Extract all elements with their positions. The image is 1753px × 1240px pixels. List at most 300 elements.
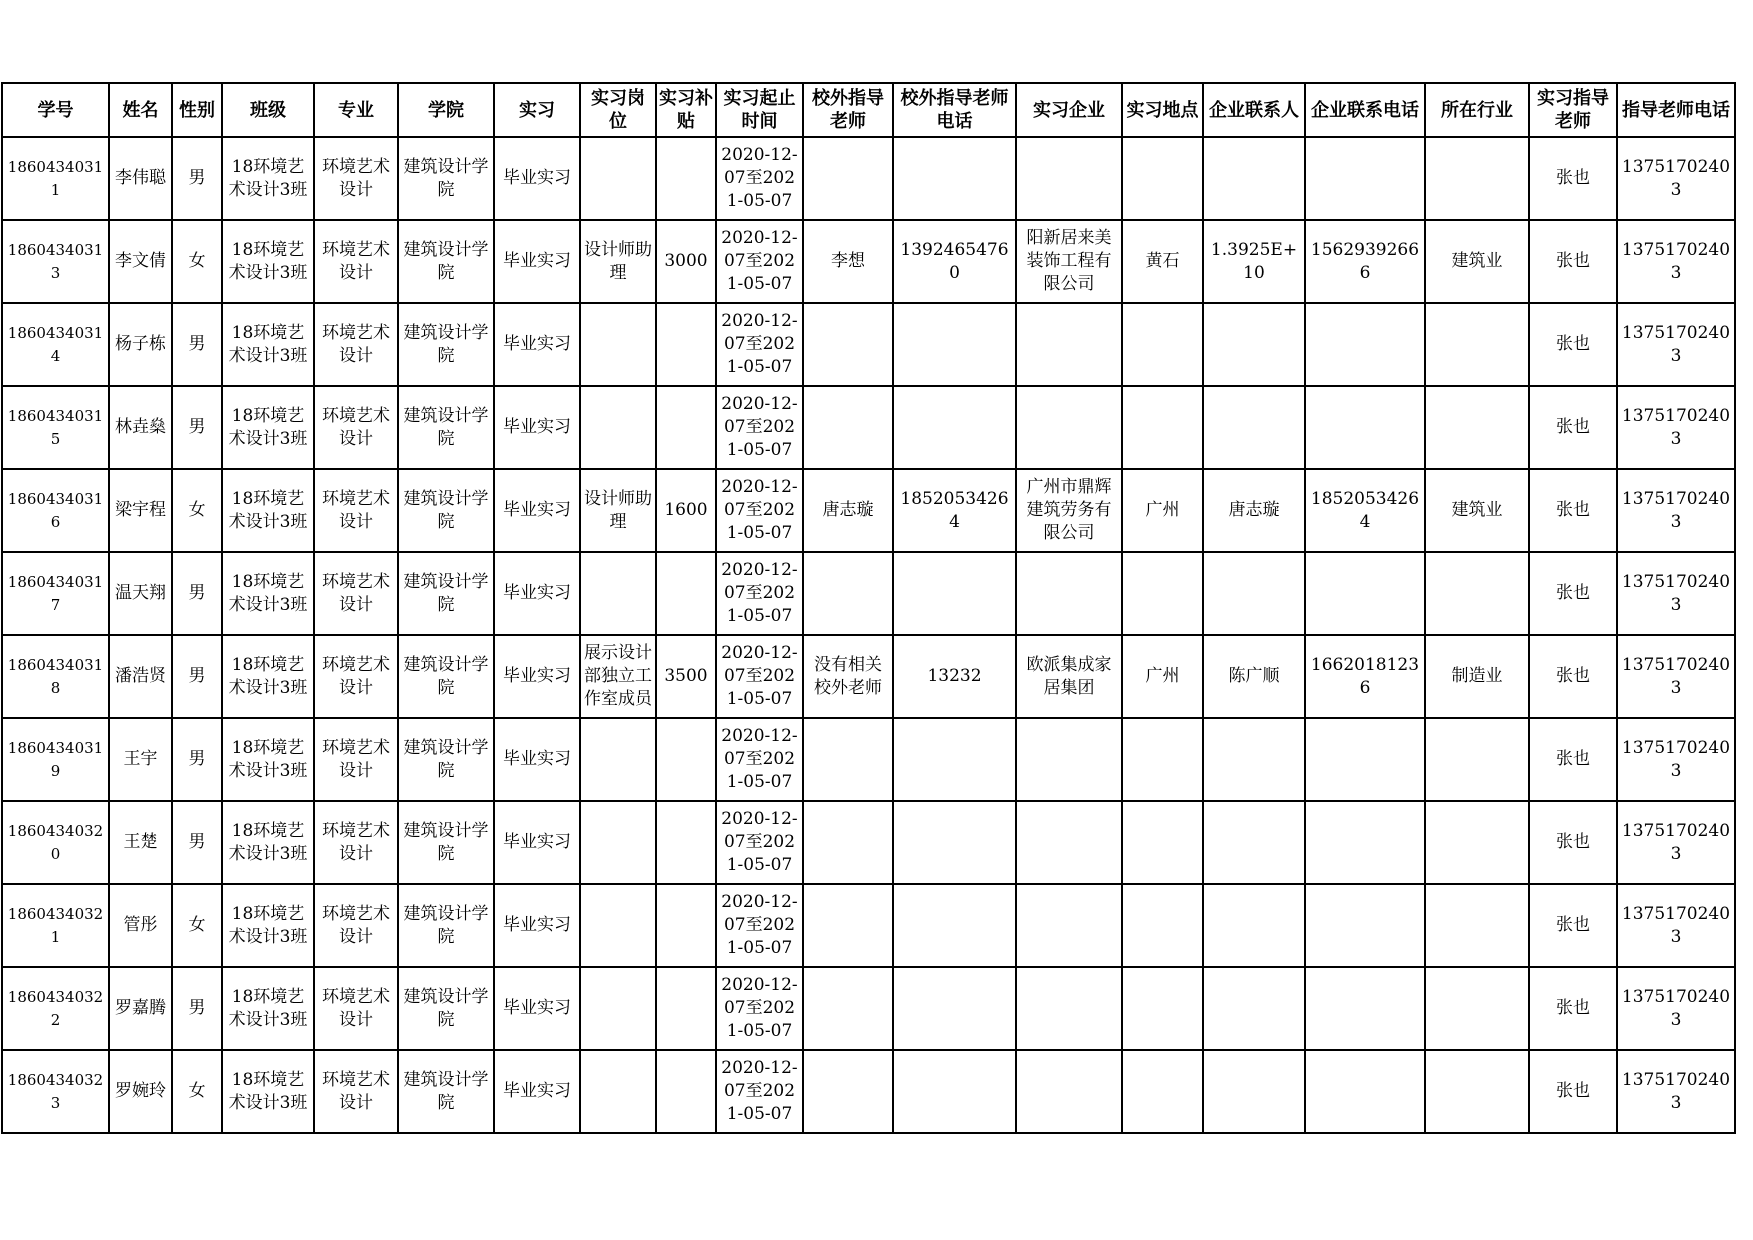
cell-major: 环境艺术设计	[314, 303, 398, 386]
cell-internship-company	[1016, 967, 1122, 1050]
cell-external-mentor	[803, 718, 893, 801]
cell-student-id: 18604340311	[2, 137, 109, 220]
cell-internship-supervisor: 张也	[1529, 635, 1617, 718]
cell-internship-allowance	[656, 801, 716, 884]
cell-text: 2020-12-07至2021-05-07	[721, 643, 798, 709]
cell-internship-period	[716, 469, 803, 552]
cell-clip-box	[719, 1051, 800, 1132]
cell-internship-allowance	[656, 967, 716, 1050]
cell-text: 展示设计部独立工作室成员	[584, 643, 652, 709]
cell-gender: 女	[172, 884, 222, 967]
cell-class: 18环境艺术设计3班	[222, 220, 314, 303]
column-header-college: 学院	[398, 83, 494, 137]
cell-internship-supervisor: 张也	[1529, 801, 1617, 884]
cell-company-contact-phone	[1305, 1050, 1425, 1133]
cell-industry	[1425, 303, 1529, 386]
cell-internship-period	[716, 1050, 803, 1133]
cell-external-mentor-phone	[893, 801, 1016, 884]
cell-industry	[1425, 552, 1529, 635]
cell-internship-position	[580, 801, 656, 884]
cell-internship-supervisor: 张也	[1529, 884, 1617, 967]
column-header-internship-period: 实习起止时间	[716, 83, 803, 137]
cell-internship-location	[1122, 386, 1203, 469]
cell-supervisor-phone: 13751702403	[1617, 469, 1735, 552]
cell-internship-period	[716, 386, 803, 469]
cell-gender: 男	[172, 967, 222, 1050]
cell-external-mentor-phone	[893, 552, 1016, 635]
column-header-internship-location: 实习地点	[1122, 83, 1203, 137]
cell-industry: 制造业	[1425, 635, 1529, 718]
cell-name: 杨子栋	[109, 303, 172, 386]
cell-text: 2020-12-07至2021-05-07	[721, 228, 798, 294]
cell-class: 18环境艺术设计3班	[222, 137, 314, 220]
cell-company-contact-phone: 16620181236	[1305, 635, 1425, 718]
cell-internship-allowance	[656, 1050, 716, 1133]
cell-internship-period	[716, 967, 803, 1050]
cell-industry	[1425, 386, 1529, 469]
cell-major: 环境艺术设计	[314, 469, 398, 552]
table-row	[2, 220, 1735, 303]
cell-supervisor-phone: 13751702403	[1617, 635, 1735, 718]
cell-college: 建筑设计学院	[398, 386, 494, 469]
cell-internship-period	[716, 220, 803, 303]
cell-class: 18环境艺术设计3班	[222, 1050, 314, 1133]
cell-internship-type: 毕业实习	[494, 635, 580, 718]
cell-internship-type: 毕业实习	[494, 469, 580, 552]
cell-clip-box	[719, 802, 800, 883]
cell-major: 环境艺术设计	[314, 1050, 398, 1133]
cell-student-id: 18604340313	[2, 220, 109, 303]
internship-table-sheet	[1, 82, 1736, 1134]
cell-internship-type: 毕业实习	[494, 718, 580, 801]
column-header-internship-allowance: 实习补贴	[656, 83, 716, 137]
cell-internship-company: 阳新居来美装饰工程有限公司	[1016, 220, 1122, 303]
cell-college: 建筑设计学院	[398, 303, 494, 386]
cell-student-id: 18604340314	[2, 303, 109, 386]
cell-internship-location	[1122, 552, 1203, 635]
cell-major: 环境艺术设计	[314, 967, 398, 1050]
cell-gender: 男	[172, 303, 222, 386]
cell-clip-box	[583, 138, 653, 219]
cell-company-contact-phone: 15629392666	[1305, 220, 1425, 303]
cell-clip-box	[583, 719, 653, 800]
cell-clip-box	[719, 968, 800, 1049]
cell-internship-allowance	[656, 137, 716, 220]
cell-major: 环境艺术设计	[314, 386, 398, 469]
cell-external-mentor	[803, 386, 893, 469]
table-body	[2, 137, 1735, 1133]
cell-internship-location	[1122, 967, 1203, 1050]
cell-gender: 女	[172, 220, 222, 303]
table-row	[2, 386, 1735, 469]
cell-class: 18环境艺术设计3班	[222, 303, 314, 386]
cell-internship-allowance	[656, 386, 716, 469]
cell-internship-period	[716, 552, 803, 635]
cell-internship-company	[1016, 801, 1122, 884]
cell-name: 李伟聪	[109, 137, 172, 220]
cell-internship-location	[1122, 137, 1203, 220]
cell-name: 罗嘉腾	[109, 967, 172, 1050]
cell-external-mentor	[803, 801, 893, 884]
table-row	[2, 635, 1735, 718]
column-header-student-id: 学号	[2, 83, 109, 137]
cell-internship-position	[580, 718, 656, 801]
cell-class: 18环境艺术设计3班	[222, 967, 314, 1050]
cell-internship-period	[716, 635, 803, 718]
cell-company-contact-phone	[1305, 137, 1425, 220]
cell-supervisor-phone: 13751702403	[1617, 801, 1735, 884]
cell-major: 环境艺术设计	[314, 884, 398, 967]
cell-college: 建筑设计学院	[398, 137, 494, 220]
cell-internship-location	[1122, 884, 1203, 967]
cell-internship-position	[580, 137, 656, 220]
cell-internship-type: 毕业实习	[494, 801, 580, 884]
cell-clip-box	[583, 553, 653, 634]
cell-class: 18环境艺术设计3班	[222, 386, 314, 469]
cell-external-mentor-phone	[893, 1050, 1016, 1133]
cell-internship-type: 毕业实习	[494, 967, 580, 1050]
cell-internship-position	[580, 1050, 656, 1133]
cell-company-contact	[1203, 303, 1305, 386]
cell-internship-position	[580, 303, 656, 386]
cell-supervisor-phone: 13751702403	[1617, 303, 1735, 386]
cell-external-mentor: 唐志璇	[803, 469, 893, 552]
cell-internship-company	[1016, 1050, 1122, 1133]
cell-name: 王楚	[109, 801, 172, 884]
cell-college: 建筑设计学院	[398, 220, 494, 303]
column-header-class: 班级	[222, 83, 314, 137]
cell-internship-supervisor: 张也	[1529, 303, 1617, 386]
cell-internship-position	[580, 635, 656, 718]
cell-external-mentor-phone	[893, 967, 1016, 1050]
cell-text: 2020-12-07至2021-05-07	[721, 726, 798, 792]
cell-company-contact	[1203, 137, 1305, 220]
cell-class: 18环境艺术设计3班	[222, 801, 314, 884]
column-header-external-mentor-phone: 校外指导老师电话	[893, 83, 1016, 137]
cell-internship-allowance: 1600	[656, 469, 716, 552]
cell-name: 林垚燊	[109, 386, 172, 469]
table-row	[2, 718, 1735, 801]
column-header-major: 专业	[314, 83, 398, 137]
cell-company-contact	[1203, 1050, 1305, 1133]
cell-internship-position	[580, 967, 656, 1050]
cell-supervisor-phone: 13751702403	[1617, 137, 1735, 220]
cell-clip-box	[583, 802, 653, 883]
cell-clip-box	[583, 304, 653, 385]
cell-clip-box	[583, 387, 653, 468]
cell-student-id: 18604340316	[2, 469, 109, 552]
cell-clip-box	[583, 968, 653, 1049]
column-header-internship-type: 实习	[494, 83, 580, 137]
cell-internship-allowance	[656, 552, 716, 635]
cell-external-mentor-phone: 18520534264	[893, 469, 1016, 552]
cell-major: 环境艺术设计	[314, 801, 398, 884]
cell-college: 建筑设计学院	[398, 801, 494, 884]
cell-internship-location	[1122, 1050, 1203, 1133]
cell-internship-company	[1016, 137, 1122, 220]
cell-external-mentor	[803, 1050, 893, 1133]
cell-student-id: 18604340320	[2, 801, 109, 884]
cell-external-mentor-phone	[893, 303, 1016, 386]
column-header-internship-position: 实习岗位	[580, 83, 656, 137]
cell-text: 2020-12-07至2021-05-07	[721, 560, 798, 626]
cell-external-mentor	[803, 303, 893, 386]
cell-company-contact: 陈广顺	[1203, 635, 1305, 718]
cell-internship-type: 毕业实习	[494, 303, 580, 386]
cell-student-id: 18604340317	[2, 552, 109, 635]
cell-internship-period	[716, 801, 803, 884]
cell-external-mentor: 李想	[803, 220, 893, 303]
cell-external-mentor	[803, 967, 893, 1050]
cell-clip-box	[583, 885, 653, 966]
cell-internship-supervisor: 张也	[1529, 1050, 1617, 1133]
cell-clip-box	[719, 304, 800, 385]
cell-internship-location	[1122, 303, 1203, 386]
cell-external-mentor-phone	[893, 137, 1016, 220]
cell-industry	[1425, 718, 1529, 801]
cell-internship-company	[1016, 718, 1122, 801]
cell-industry	[1425, 967, 1529, 1050]
cell-student-id: 18604340319	[2, 718, 109, 801]
cell-external-mentor	[803, 137, 893, 220]
cell-company-contact	[1203, 967, 1305, 1050]
cell-student-id: 18604340321	[2, 884, 109, 967]
column-header-name: 姓名	[109, 83, 172, 137]
cell-college: 建筑设计学院	[398, 884, 494, 967]
cell-company-contact	[1203, 386, 1305, 469]
cell-supervisor-phone: 13751702403	[1617, 552, 1735, 635]
cell-internship-type: 毕业实习	[494, 552, 580, 635]
column-header-industry: 所在行业	[1425, 83, 1529, 137]
cell-student-id: 18604340315	[2, 386, 109, 469]
cell-college: 建筑设计学院	[398, 469, 494, 552]
cell-gender: 男	[172, 801, 222, 884]
cell-class: 18环境艺术设计3班	[222, 552, 314, 635]
cell-gender: 女	[172, 1050, 222, 1133]
cell-student-id: 18604340322	[2, 967, 109, 1050]
cell-internship-position	[580, 884, 656, 967]
cell-name: 梁宇程	[109, 469, 172, 552]
cell-internship-company: 广州市鼎辉建筑劳务有限公司	[1016, 469, 1122, 552]
cell-clip-box	[719, 553, 800, 634]
cell-name: 李文倩	[109, 220, 172, 303]
cell-internship-supervisor: 张也	[1529, 967, 1617, 1050]
cell-clip-box	[719, 138, 800, 219]
cell-external-mentor	[803, 552, 893, 635]
cell-text: 2020-12-07至2021-05-07	[721, 477, 798, 543]
cell-company-contact-phone	[1305, 718, 1425, 801]
column-header-internship-supervisor: 实习指导老师	[1529, 83, 1617, 137]
table-row	[2, 967, 1735, 1050]
cell-name: 温天翔	[109, 552, 172, 635]
cell-name: 管彤	[109, 884, 172, 967]
header-row	[2, 83, 1735, 137]
cell-company-contact-phone	[1305, 552, 1425, 635]
cell-major: 环境艺术设计	[314, 718, 398, 801]
cell-name: 王宇	[109, 718, 172, 801]
table-row	[2, 137, 1735, 220]
cell-company-contact-phone	[1305, 967, 1425, 1050]
cell-clip-box	[719, 636, 800, 717]
cell-internship-period	[716, 137, 803, 220]
cell-company-contact	[1203, 718, 1305, 801]
cell-name: 罗婉玲	[109, 1050, 172, 1133]
cell-text: 2020-12-07至2021-05-07	[721, 892, 798, 958]
cell-external-mentor	[803, 884, 893, 967]
cell-industry: 建筑业	[1425, 220, 1529, 303]
cell-company-contact-phone	[1305, 801, 1425, 884]
cell-industry: 建筑业	[1425, 469, 1529, 552]
cell-internship-company	[1016, 303, 1122, 386]
cell-internship-supervisor: 张也	[1529, 718, 1617, 801]
cell-internship-allowance	[656, 303, 716, 386]
cell-major: 环境艺术设计	[314, 552, 398, 635]
cell-external-mentor-phone: 13924654760	[893, 220, 1016, 303]
cell-supervisor-phone: 13751702403	[1617, 884, 1735, 967]
cell-student-id: 18604340318	[2, 635, 109, 718]
cell-class: 18环境艺术设计3班	[222, 469, 314, 552]
cell-text: 2020-12-07至2021-05-07	[721, 311, 798, 377]
column-header-company-contact: 企业联系人	[1203, 83, 1305, 137]
column-header-supervisor-phone: 指导老师电话	[1617, 83, 1735, 137]
cell-company-contact	[1203, 552, 1305, 635]
cell-internship-location: 黄石	[1122, 220, 1203, 303]
cell-clip-box	[719, 387, 800, 468]
cell-student-id: 18604340323	[2, 1050, 109, 1133]
cell-internship-location	[1122, 718, 1203, 801]
cell-internship-type: 毕业实习	[494, 1050, 580, 1133]
cell-class: 18环境艺术设计3班	[222, 884, 314, 967]
cell-major: 环境艺术设计	[314, 137, 398, 220]
cell-company-contact: 唐志璇	[1203, 469, 1305, 552]
cell-internship-allowance: 3500	[656, 635, 716, 718]
cell-college: 建筑设计学院	[398, 718, 494, 801]
cell-industry	[1425, 884, 1529, 967]
cell-internship-company	[1016, 386, 1122, 469]
cell-gender: 男	[172, 552, 222, 635]
cell-internship-type: 毕业实习	[494, 220, 580, 303]
cell-clip-box	[583, 221, 653, 302]
cell-internship-period	[716, 884, 803, 967]
cell-internship-supervisor: 张也	[1529, 469, 1617, 552]
cell-clip-box	[719, 470, 800, 551]
table-header	[2, 83, 1735, 137]
cell-internship-position	[580, 220, 656, 303]
cell-clip-box	[583, 636, 653, 717]
column-header-gender: 性别	[172, 83, 222, 137]
cell-clip-box	[719, 221, 800, 302]
cell-college: 建筑设计学院	[398, 552, 494, 635]
cell-internship-supervisor: 张也	[1529, 552, 1617, 635]
cell-internship-company	[1016, 552, 1122, 635]
cell-company-contact-phone: 18520534264	[1305, 469, 1425, 552]
column-header-external-mentor: 校外指导老师	[803, 83, 893, 137]
cell-gender: 男	[172, 718, 222, 801]
cell-internship-location: 广州	[1122, 469, 1203, 552]
cell-text: 设计师助理	[584, 239, 652, 283]
cell-external-mentor-phone: 13232	[893, 635, 1016, 718]
cell-gender: 女	[172, 469, 222, 552]
cell-industry	[1425, 137, 1529, 220]
internship-table	[1, 82, 1736, 1134]
table-row	[2, 469, 1735, 552]
cell-internship-position	[580, 552, 656, 635]
cell-text: 2020-12-07至2021-05-07	[721, 809, 798, 875]
cell-company-contact	[1203, 884, 1305, 967]
cell-supervisor-phone: 13751702403	[1617, 1050, 1735, 1133]
cell-college: 建筑设计学院	[398, 967, 494, 1050]
cell-internship-period	[716, 718, 803, 801]
cell-internship-period	[716, 303, 803, 386]
cell-industry	[1425, 801, 1529, 884]
cell-supervisor-phone: 13751702403	[1617, 386, 1735, 469]
cell-clip-box	[583, 1051, 653, 1132]
cell-company-contact	[1203, 801, 1305, 884]
cell-class: 18环境艺术设计3班	[222, 635, 314, 718]
cell-internship-supervisor: 张也	[1529, 220, 1617, 303]
cell-internship-location	[1122, 801, 1203, 884]
cell-internship-location: 广州	[1122, 635, 1203, 718]
cell-supervisor-phone: 13751702403	[1617, 718, 1735, 801]
cell-company-contact-phone	[1305, 303, 1425, 386]
table-row	[2, 884, 1735, 967]
table-row	[2, 303, 1735, 386]
cell-college: 建筑设计学院	[398, 1050, 494, 1133]
cell-internship-supervisor: 张也	[1529, 137, 1617, 220]
cell-company-contact-phone	[1305, 386, 1425, 469]
cell-external-mentor-phone	[893, 884, 1016, 967]
table-row	[2, 552, 1735, 635]
column-header-company-contact-phone: 企业联系电话	[1305, 83, 1425, 137]
cell-internship-type: 毕业实习	[494, 386, 580, 469]
cell-internship-type: 毕业实习	[494, 137, 580, 220]
cell-internship-allowance	[656, 884, 716, 967]
cell-name: 潘浩贤	[109, 635, 172, 718]
cell-company-contact: 1.3925E+10	[1203, 220, 1305, 303]
cell-internship-position	[580, 469, 656, 552]
cell-gender: 男	[172, 635, 222, 718]
cell-text: 2020-12-07至2021-05-07	[721, 145, 798, 211]
cell-company-contact-phone	[1305, 884, 1425, 967]
cell-major: 环境艺术设计	[314, 635, 398, 718]
cell-text: 2020-12-07至2021-05-07	[721, 394, 798, 460]
cell-external-mentor: 没有相关校外老师	[803, 635, 893, 718]
cell-internship-supervisor: 张也	[1529, 386, 1617, 469]
cell-major: 环境艺术设计	[314, 220, 398, 303]
cell-external-mentor-phone	[893, 386, 1016, 469]
cell-college: 建筑设计学院	[398, 635, 494, 718]
cell-gender: 男	[172, 386, 222, 469]
table-row	[2, 801, 1735, 884]
cell-class: 18环境艺术设计3班	[222, 718, 314, 801]
table-row	[2, 1050, 1735, 1133]
column-header-internship-company: 实习企业	[1016, 83, 1122, 137]
cell-internship-allowance: 3000	[656, 220, 716, 303]
cell-text: 设计师助理	[584, 488, 652, 532]
cell-text: 2020-12-07至2021-05-07	[721, 1058, 798, 1124]
cell-supervisor-phone: 13751702403	[1617, 967, 1735, 1050]
cell-external-mentor-phone	[893, 718, 1016, 801]
cell-internship-position	[580, 386, 656, 469]
cell-text: 2020-12-07至2021-05-07	[721, 975, 798, 1041]
cell-clip-box	[719, 885, 800, 966]
cell-clip-box	[583, 470, 653, 551]
cell-internship-company	[1016, 884, 1122, 967]
cell-gender: 男	[172, 137, 222, 220]
cell-clip-box	[719, 719, 800, 800]
cell-industry	[1425, 1050, 1529, 1133]
cell-internship-type: 毕业实习	[494, 884, 580, 967]
